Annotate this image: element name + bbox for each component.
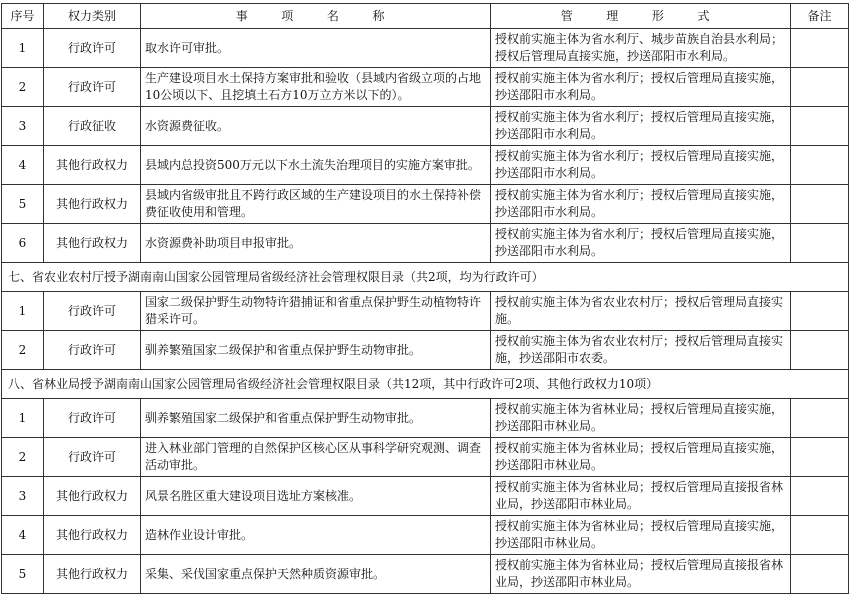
table-row <box>2 185 849 224</box>
row-remark <box>791 399 849 438</box>
table-row <box>2 224 849 263</box>
table-row <box>2 555 849 594</box>
row-management: 授权前实施主体为省林业局；授权后管理局直接实施，抄送邵阳市林业局。 <box>491 516 791 555</box>
section-heading-row <box>2 263 849 292</box>
authority-catalog-table <box>1 3 849 594</box>
table-row <box>2 331 849 370</box>
row-remark <box>791 438 849 477</box>
header-management: 管 理 形 式 <box>491 4 791 29</box>
row-name: 国家二级保护野生动物特许猎捕证和省重点保护野生动植物特许猎采许可。 <box>141 292 491 331</box>
table-row <box>2 292 849 331</box>
row-name: 县域内省级审批且不跨行政区域的生产建设项目的水土保持补偿费征收使用和管理。 <box>141 185 491 224</box>
row-name: 县域内总投资500万元以下水土流失治理项目的实施方案审批。 <box>141 146 491 185</box>
row-management: 授权前实施主体为省农业农村厅；授权后管理局直接实施。 <box>491 292 791 331</box>
row-remark <box>791 107 849 146</box>
row-name: 驯养繁殖国家二级保护和省重点保护野生动物审批。 <box>141 331 491 370</box>
row-seq: 1 <box>2 399 44 438</box>
row-category: 行政许可 <box>44 292 141 331</box>
row-management: 授权前实施主体为省水利厅；授权后管理局直接实施，抄送邵阳市水利局。 <box>491 224 791 263</box>
row-name: 水资源费补助项目申报审批。 <box>141 224 491 263</box>
row-name: 造林作业设计审批。 <box>141 516 491 555</box>
row-name: 生产建设项目水土保持方案审批和验收（县域内省级立项的占地10公顷以下、且挖填土石方10万立方米以下的）。 <box>141 68 491 107</box>
table-row <box>2 516 849 555</box>
header-category: 权力类别 <box>44 4 141 29</box>
row-remark <box>791 292 849 331</box>
row-remark <box>791 224 849 263</box>
row-category: 行政许可 <box>44 399 141 438</box>
row-name: 取水许可审批。 <box>141 29 491 68</box>
section-heading: 八、省林业局授予湖南南山国家公园管理局省级经济社会管理权限目录（共12项，其中行政许可2项、其他行政权力10项） <box>2 370 849 399</box>
row-remark <box>791 29 849 68</box>
row-category: 行政许可 <box>44 438 141 477</box>
row-category: 其他行政权力 <box>44 224 141 263</box>
row-name: 水资源费征收。 <box>141 107 491 146</box>
table-row <box>2 146 849 185</box>
header-row <box>2 4 849 29</box>
table-row <box>2 107 849 146</box>
row-management: 授权前实施主体为省水利厅；授权后管理局直接实施，抄送邵阳市水利局。 <box>491 185 791 224</box>
section-heading: 七、省农业农村厅授予湖南南山国家公园管理局省级经济社会管理权限目录（共2项，均为行政许可） <box>2 263 849 292</box>
row-seq: 5 <box>2 555 44 594</box>
table-row <box>2 29 849 68</box>
table-row <box>2 477 849 516</box>
header-remarks: 备注 <box>791 4 849 29</box>
table-row <box>2 438 849 477</box>
table-row <box>2 399 849 438</box>
row-management: 授权前实施主体为省水利厅、城步苗族自治县水利局；授权后管理局直接实施，抄送邵阳市水利局。 <box>491 29 791 68</box>
row-category: 行政许可 <box>44 29 141 68</box>
table-row <box>2 68 849 107</box>
row-seq: 4 <box>2 146 44 185</box>
row-seq: 3 <box>2 477 44 516</box>
row-remark <box>791 555 849 594</box>
row-category: 其他行政权力 <box>44 146 141 185</box>
header-seq: 序号 <box>2 4 44 29</box>
row-seq: 1 <box>2 29 44 68</box>
row-name: 驯养繁殖国家二级保护和省重点保护野生动物审批。 <box>141 399 491 438</box>
row-category: 其他行政权力 <box>44 185 141 224</box>
row-management: 授权前实施主体为省水利厅；授权后管理局直接实施，抄送邵阳市水利局。 <box>491 107 791 146</box>
row-management: 授权前实施主体为省农业农村厅；授权后管理局直接实施，抄送邵阳市农委。 <box>491 331 791 370</box>
row-seq: 2 <box>2 438 44 477</box>
row-category: 其他行政权力 <box>44 516 141 555</box>
row-remark <box>791 331 849 370</box>
row-category: 其他行政权力 <box>44 555 141 594</box>
row-seq: 1 <box>2 292 44 331</box>
row-remark <box>791 68 849 107</box>
section-heading-row <box>2 370 849 399</box>
row-seq: 2 <box>2 68 44 107</box>
row-remark <box>791 146 849 185</box>
row-remark <box>791 516 849 555</box>
row-category: 行政许可 <box>44 68 141 107</box>
row-remark <box>791 477 849 516</box>
row-management: 授权前实施主体为省水利厅；授权后管理局直接实施，抄送邵阳市水利局。 <box>491 68 791 107</box>
row-management: 授权前实施主体为省水利厅；授权后管理局直接实施，抄送邵阳市水利局。 <box>491 146 791 185</box>
row-management: 授权前实施主体为省林业局；授权后管理局直接实施，抄送邵阳市林业局。 <box>491 438 791 477</box>
row-seq: 5 <box>2 185 44 224</box>
row-seq: 4 <box>2 516 44 555</box>
row-name: 进入林业部门管理的自然保护区核心区从事科学研究观测、调查活动审批。 <box>141 438 491 477</box>
row-category: 其他行政权力 <box>44 477 141 516</box>
row-seq: 2 <box>2 331 44 370</box>
row-management: 授权前实施主体为省林业局；授权后管理局直接实施，抄送邵阳市林业局。 <box>491 399 791 438</box>
row-name: 采集、采伐国家重点保护天然种质资源审批。 <box>141 555 491 594</box>
row-management: 授权前实施主体为省林业局；授权后管理局直接报省林业局，抄送邵阳市林业局。 <box>491 477 791 516</box>
row-seq: 6 <box>2 224 44 263</box>
header-item-name: 事 项 名 称 <box>141 4 491 29</box>
row-seq: 3 <box>2 107 44 146</box>
row-category: 行政征收 <box>44 107 141 146</box>
row-remark <box>791 185 849 224</box>
row-management: 授权前实施主体为省林业局；授权后管理局直接报省林业局，抄送邵阳市林业局。 <box>491 555 791 594</box>
row-category: 行政许可 <box>44 331 141 370</box>
row-name: 风景名胜区重大建设项目选址方案核准。 <box>141 477 491 516</box>
